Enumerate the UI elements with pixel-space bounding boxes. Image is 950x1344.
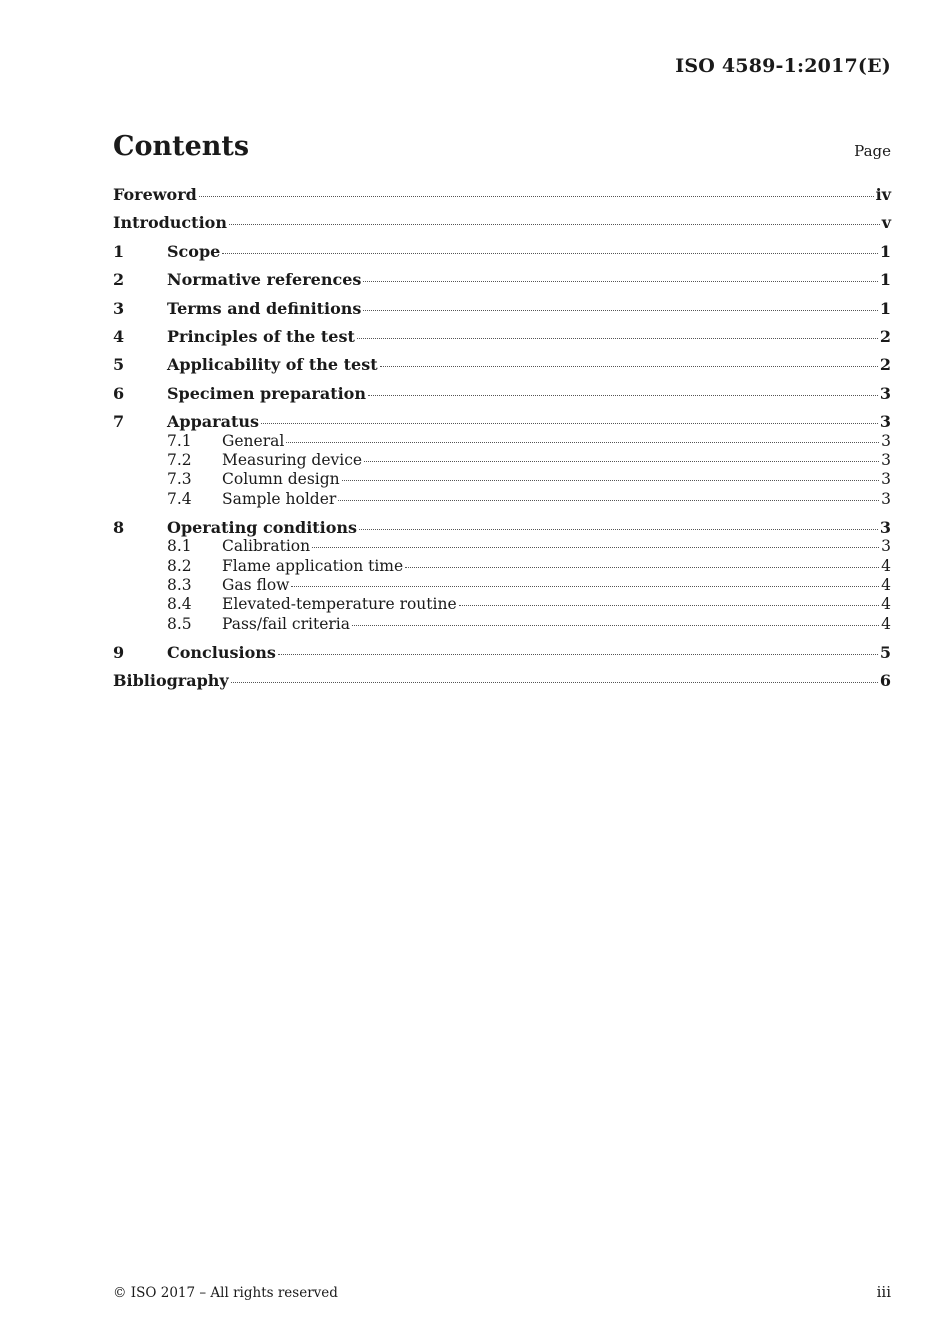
dot-leader	[357, 338, 878, 339]
toc-subentry[interactable]	[113, 451, 891, 470]
toc-entry-number: 2	[113, 270, 125, 290]
toc-subentry-number: 8.2	[167, 556, 192, 575]
toc-entry-page: 1	[879, 298, 891, 318]
toc-entry[interactable]	[113, 327, 891, 355]
dot-leader	[338, 500, 879, 501]
toc-subentry[interactable]	[113, 557, 891, 576]
toc-subentry-number: 8.4	[167, 595, 192, 614]
dot-leader	[342, 480, 879, 481]
toc-entry-title: Normative references	[167, 270, 362, 290]
toc-subentry[interactable]	[113, 615, 891, 643]
toc-entry-page: 1	[879, 241, 891, 261]
toc-entry-title: Apparatus	[167, 412, 259, 432]
dot-leader	[352, 625, 879, 626]
toc-entry[interactable]	[113, 270, 891, 298]
toc-entry[interactable]	[113, 213, 891, 241]
toc-entry-number: 7	[113, 412, 125, 432]
toc-subentry-title: Pass/fail criteria	[222, 614, 350, 633]
toc-subentry-page: 3	[881, 470, 891, 489]
dot-leader	[278, 654, 878, 655]
dot-leader	[380, 366, 878, 367]
toc-entry-page: iv	[875, 185, 891, 204]
toc-entry-page: 2	[879, 355, 891, 375]
toc-entry[interactable]	[113, 412, 891, 432]
dot-leader	[261, 423, 878, 424]
toc-subentry-page: 3	[881, 431, 891, 450]
toc-entry-page: 3	[879, 517, 891, 537]
toc-entry-number: 5	[113, 355, 125, 375]
toc-subentry[interactable]	[113, 432, 891, 451]
dot-leader	[231, 682, 878, 683]
toc-subentry-title: Gas flow	[222, 576, 290, 594]
toc-subentry-number: 8.3	[167, 576, 192, 594]
dot-leader	[312, 547, 879, 548]
toc-entry[interactable]	[113, 355, 891, 383]
toc-entry-title: Conclusions	[167, 642, 276, 662]
toc-subentry-title: General	[222, 431, 285, 450]
contents-heading: Contents	[113, 131, 250, 162]
dot-leader	[229, 224, 880, 225]
dot-leader	[222, 253, 878, 254]
toc-entry-page: v	[881, 213, 891, 233]
toc-entry-page: 2	[879, 326, 891, 346]
toc-entry-title: Foreword	[113, 185, 197, 204]
toc-entry[interactable]	[113, 671, 891, 699]
toc-entry-page: 5	[879, 642, 891, 662]
toc-subentry-title: Calibration	[222, 537, 311, 556]
toc-subentry[interactable]	[113, 576, 891, 595]
toc-subentry-title: Sample holder	[222, 489, 337, 508]
toc-entry-title: Specimen preparation	[167, 383, 366, 403]
dot-leader	[405, 567, 879, 568]
toc-subentry-page: 4	[881, 556, 891, 575]
toc-subentry-page: 4	[881, 576, 891, 594]
toc-subentry-page: 3	[881, 489, 891, 508]
dot-leader	[359, 529, 878, 530]
dot-leader	[363, 310, 877, 311]
dot-leader	[459, 605, 879, 606]
toc-subentry-page: 4	[881, 614, 891, 633]
toc-entry[interactable]	[113, 299, 891, 327]
toc-entry-page: 6	[879, 671, 891, 691]
toc-subentry-number: 7.4	[167, 489, 192, 508]
toc-subentry-title: Flame application time	[222, 556, 404, 575]
toc-subentry[interactable]	[113, 490, 891, 518]
toc-entry[interactable]	[113, 242, 891, 270]
toc-entry-number: 9	[113, 642, 125, 662]
toc-subentry-title: Column design	[222, 470, 340, 489]
toc-subentry-title: Elevated-temperature routine	[222, 595, 457, 614]
toc-subentry-number: 7.3	[167, 470, 192, 489]
table-of-contents	[113, 185, 891, 700]
toc-entry-title: Terms and definitions	[167, 298, 362, 318]
toc-entry[interactable]	[113, 185, 891, 213]
toc-entry-title: Principles of the test	[167, 326, 355, 346]
toc-subentry-page: 3	[881, 537, 891, 556]
dot-leader	[286, 442, 879, 443]
toc-entry[interactable]	[113, 384, 891, 412]
toc-entry-number: 4	[113, 326, 125, 346]
toc-subentry-page: 4	[881, 595, 891, 614]
toc-entry[interactable]	[113, 518, 891, 538]
toc-subentry-number: 8.5	[167, 614, 192, 633]
toc-entry-page: 1	[879, 270, 891, 290]
document-id: ISO 4589-1:2017(E)	[675, 55, 891, 77]
toc-entry-number: 3	[113, 298, 125, 318]
toc-subentry[interactable]	[113, 537, 891, 556]
page-column-label: Page	[854, 142, 891, 160]
toc-entry-title: Applicability of the test	[167, 355, 378, 375]
toc-entry-number: 1	[113, 241, 125, 261]
toc-entry-title: Introduction	[113, 213, 227, 233]
toc-entry-title: Operating conditions	[167, 517, 358, 537]
toc-entry-page: 3	[879, 412, 891, 432]
toc-entry-number: 8	[113, 517, 125, 537]
dot-leader	[363, 281, 877, 282]
toc-subentry[interactable]	[113, 595, 891, 614]
copyright-notice: © ISO 2017 – All rights reserved	[113, 1285, 338, 1301]
dot-leader	[291, 586, 879, 587]
toc-subentry-number: 8.1	[167, 537, 192, 556]
toc-entry-page: 3	[879, 383, 891, 403]
toc-subentry-number: 7.1	[167, 431, 192, 450]
toc-entry-number: 6	[113, 383, 125, 403]
footer-page-number: iii	[876, 1283, 891, 1301]
toc-subentry-number: 7.2	[167, 450, 192, 469]
toc-entry-title: Bibliography	[113, 671, 229, 691]
dot-leader	[368, 395, 878, 396]
toc-subentry[interactable]	[113, 470, 891, 489]
toc-entry[interactable]	[113, 643, 891, 671]
dot-leader	[364, 461, 879, 462]
dot-leader	[199, 196, 874, 197]
toc-entry-title: Scope	[167, 241, 221, 261]
toc-subentry-page: 3	[881, 450, 891, 469]
toc-subentry-title: Measuring device	[222, 450, 363, 469]
